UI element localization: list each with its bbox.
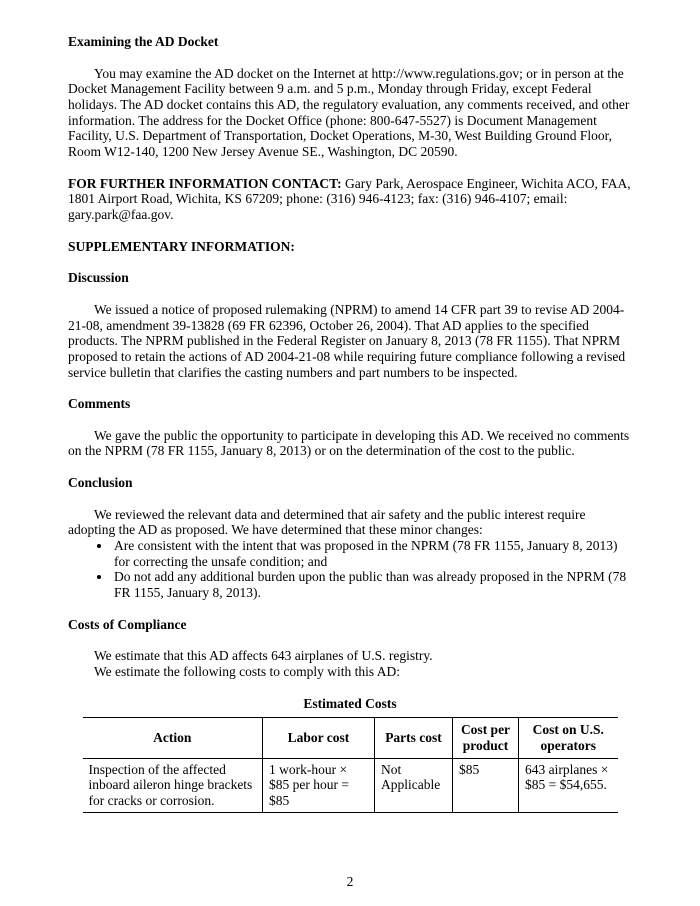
section-heading-conclusion: Conclusion xyxy=(68,475,133,491)
paragraph-discussion-body: We issued a notice of proposed rulemaking (NPRM) to amend 14 CFR part 39 to revise AD 2004-21-08, amendment 39-13828 (69 FR 62396, October 26, 2004). That AD applies to the specified products. The NPRM published in the Federal Register on January 8, 2013 (78 FR 1155). That NPRM proposed to retain the actions of AD 2004-21-08 while requiring future compliance following a revised service bulletin that clarifies the casting numbers and part numbers to be inspected. xyxy=(68,301,626,380)
cell-action: Inspection of the affected inboard aileron hinge brackets for cracks or corrosion. xyxy=(83,758,263,812)
section-heading-costs-of-compliance: Costs of Compliance xyxy=(68,616,187,632)
costs-line-intro: We estimate the following costs to comply with this AD: xyxy=(94,664,401,680)
conclusion-bullet-list xyxy=(68,538,632,601)
table-title: Estimated Costs xyxy=(303,695,397,711)
cell-parts-cost: Not Applicable xyxy=(375,758,453,812)
costs-line-affected-airplanes: We estimate that this AD affects 643 airplanes of U.S. registry. xyxy=(94,648,433,664)
page-number: 2 xyxy=(346,874,354,890)
bullet-item: • Do not add any additional burden upon the public than was already proposed in the NPRM (78 FR 1155, January 8, 2013). xyxy=(112,569,632,600)
column-header-labor-cost: Labor cost xyxy=(263,718,375,758)
cell-cost-per-product: $85 xyxy=(453,758,519,812)
column-header-cost-on-operators: Cost on U.S. operators xyxy=(519,718,618,758)
table-row xyxy=(83,758,618,812)
cell-cost-on-operators: 643 airplanes × $85 = $54,655. xyxy=(519,758,618,812)
contact-label: FOR FURTHER INFORMATION CONTACT: xyxy=(68,175,342,191)
column-header-parts-cost: Parts cost xyxy=(375,718,453,758)
section-heading-examining-ad-docket: Examining the AD Docket xyxy=(68,34,219,49)
bullet-item: • Are consistent with the intent that was proposed in the NPRM (78 FR 1155, January 8, 2013) for correcting the unsafe condition; and xyxy=(112,538,632,569)
paragraph-comments-body: We gave the public the opportunity to participate in developing this AD. We received no comments on the NPRM (78 FR 1155, January 8, 2013) or on the determination of the cost to the public. xyxy=(68,427,630,459)
estimated-costs-table xyxy=(83,717,618,812)
costs-paragraph xyxy=(68,648,632,679)
paragraph-examining-body: You may examine the AD docket on the Internet at http://www.regulations.gov; or in person at the Docket Management Facility between 9 a.m. and 5 p.m., Monday through Friday, except Federal holidays. The AD docket contains this AD, the regulatory evaluation, any comments received, and other information. The address for the Docket Office (phone: 800-647-5527) is Document Management Facility, U.S. Department of Transportation, Docket Operations, M-30, West Building Ground Floor, Room W12-140, 1200 New Jersey Avenue SE., Washington, DC 20590. xyxy=(68,65,630,159)
section-heading-supplementary-information: SUPPLEMENTARY INFORMATION: xyxy=(68,238,295,254)
column-header-action: Action xyxy=(83,718,263,758)
cell-labor-cost: 1 work-hour × $85 per hour = $85 xyxy=(263,758,375,812)
column-header-cost-per-product: Cost per product xyxy=(453,718,519,758)
section-heading-comments: Comments xyxy=(68,396,131,412)
paragraph-contact xyxy=(68,176,632,223)
paragraph-conclusion-body: We reviewed the relevant data and determined that air safety and the public interest require adopting the AD as proposed. We have determined that these minor changes: xyxy=(68,506,586,538)
table-header-row xyxy=(83,718,618,758)
section-heading-discussion: Discussion xyxy=(68,270,129,286)
contact-body: Gary Park, Aerospace Engineer, Wichita ACO, FAA, 1801 Airport Road, Wichita, KS 67209; phone: (316) 946-4123; fax: (316) 946-4107; email: gary.park@faa.gov. xyxy=(68,175,631,222)
